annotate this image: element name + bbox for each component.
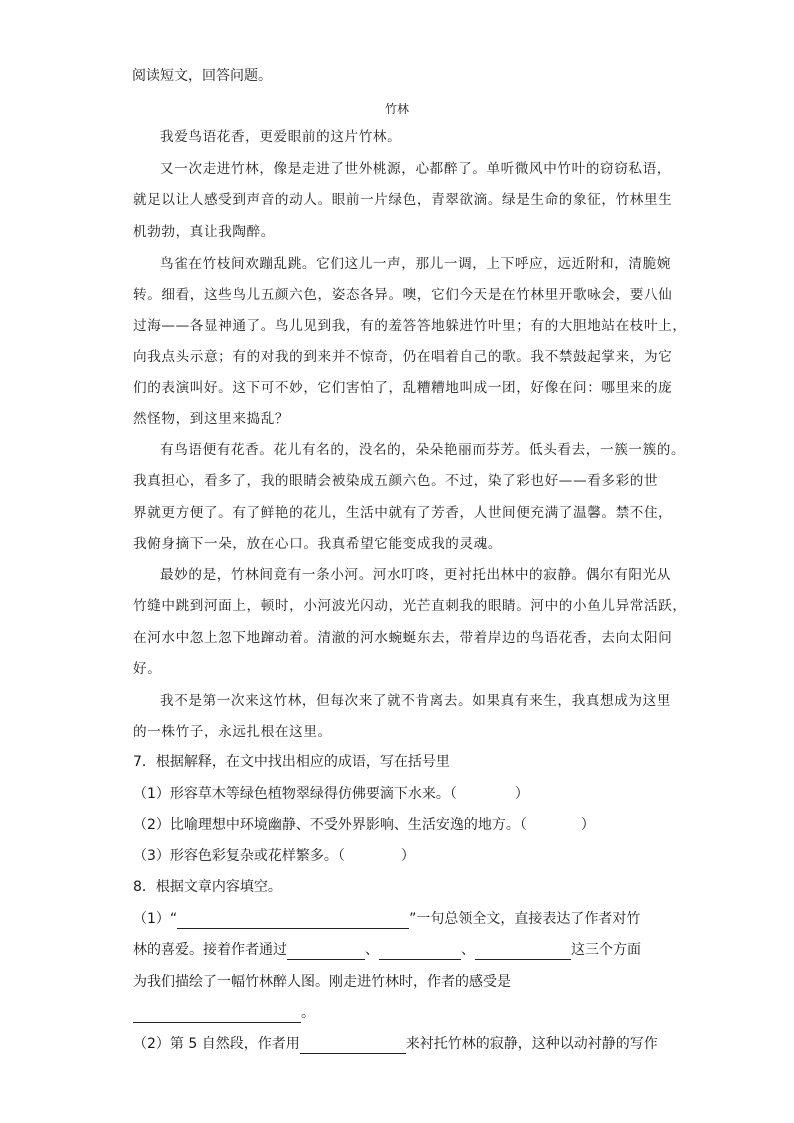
question-8-line-1 bbox=[133, 909, 733, 929]
fill-blank-aspect-3[interactable] bbox=[475, 942, 571, 960]
passage-line: 过海——各显神通了。鸟儿见到我，有的羞答答地躲进竹叶里；有的大胆地站在枝叶上， bbox=[133, 318, 687, 334]
closing-bracket: ） bbox=[400, 848, 415, 864]
question-item-text: （2）比喻理想中环境幽静、不受外界影响、生活安逸的地方。（ bbox=[133, 817, 527, 833]
question-text: 、 bbox=[461, 942, 475, 958]
passage-line: 我不是第一次来这竹林，但每次来了就不肯离去。如果真有来生，我真想成为这里 bbox=[160, 693, 671, 709]
question-text: 、 bbox=[365, 942, 379, 958]
passage-line: 我爱鸟语花香，更爱眼前的这片竹林。 bbox=[160, 129, 402, 145]
question-text: 。 bbox=[301, 1005, 315, 1021]
fill-blank-contrast-element[interactable] bbox=[300, 1036, 406, 1054]
passage-line: 好。 bbox=[133, 661, 162, 677]
question-text: （2）第 5 自然段，作者用 bbox=[133, 1036, 300, 1052]
question-8-line-5 bbox=[133, 1034, 733, 1054]
fill-blank-feeling[interactable] bbox=[133, 1005, 301, 1023]
passage-line: 有鸟语便有花香。花儿有名的，没名的，朵朵艳丽而芬芳。低头看去，一簇一簇的。 bbox=[160, 442, 686, 458]
passage-line: 们的表演叫好。这下可不妙，它们害怕了，乱糟糟地叫成一团，好像在问：哪里来的庞 bbox=[133, 380, 673, 396]
question-item-text: （3）形容色彩复杂或花样繁多。（ bbox=[133, 848, 345, 864]
question-7-item-3 bbox=[133, 846, 733, 866]
passage-line: 我俯身摘下一朵，放在心口。我真希望它能变成我的灵魂。 bbox=[133, 536, 503, 552]
question-8-stem: 8．根据文章内容填空。 bbox=[133, 879, 282, 895]
passage-line: 机勃勃，真让我陶醉。 bbox=[133, 224, 275, 240]
fill-blank-summary-sentence[interactable] bbox=[177, 911, 409, 929]
passage-line: 就足以让人感受到声音的动人。眼前一片绿色，青翠欲滴。绿是生命的象征，竹林里生 bbox=[133, 192, 673, 208]
passage-line: 在河水中忽上忽下地蹿动着。清澈的河水蜿蜒东去，带着岸边的鸟语花香，去向太阳问 bbox=[133, 630, 673, 646]
passage-title: 竹林 bbox=[384, 102, 409, 116]
reading-instruction: 阅读短文，回答问题。 bbox=[132, 68, 272, 84]
question-8-line-2 bbox=[133, 940, 733, 960]
question-8-line-4 bbox=[133, 1003, 733, 1023]
passage-line: 我真担心，看多了，我的眼睛会被染成五颜六色。不过，染了彩也好——看多彩的世 bbox=[133, 473, 659, 489]
question-7-item-2 bbox=[133, 815, 733, 835]
closing-bracket: ） bbox=[580, 817, 595, 833]
fill-blank-aspect-2[interactable] bbox=[379, 942, 461, 960]
fill-blank-aspect-1[interactable] bbox=[287, 942, 365, 960]
question-text: 来衬托竹林的寂静，这种以动衬静的写作 bbox=[405, 1036, 658, 1052]
passage-line: 鸟雀在竹枝间欢蹦乱跳。它们这儿一声，那儿一调，上下呼应，远近附和，清脆婉 bbox=[160, 256, 671, 272]
question-7-stem: 7．根据解释，在文中找出相应的成语，写在括号里 bbox=[133, 754, 450, 770]
question-text: 这三个方面 bbox=[571, 942, 641, 958]
passage-line: 的一株竹子，永远扎根在这里。 bbox=[133, 724, 332, 740]
question-8-line-3: 为我们描绘了一幅竹林醉人图。刚走进竹林时，作者的感受是 bbox=[133, 974, 511, 990]
passage-line: 向我点头示意；有的对我的到来并不惊奇，仍在唱着自己的歌。我不禁鼓起掌来，为它 bbox=[133, 349, 673, 365]
passage-line: 最妙的是，竹林间竟有一条小河。河水叮咚，更衬托出林中的寂静。偶尔有阳光从 bbox=[160, 567, 671, 583]
question-7-item-1 bbox=[133, 784, 733, 804]
question-text: （1）“ bbox=[133, 911, 178, 927]
question-item-text: （1）形容草木等绿色植物翠绿得仿佛要滴下水来。（ bbox=[133, 786, 457, 802]
passage-line: 竹缝中跳到河面上，顿时，小河波光闪动，光芒直刺我的眼睛。河中的小鱼儿异常活跃， bbox=[133, 598, 687, 614]
passage-line: 界就更方便了。有了鲜艳的花儿，生活中就有了芳香，人世间便充满了温馨。禁不住， bbox=[133, 505, 673, 521]
question-text: 林的喜爱。接着作者通过 bbox=[133, 942, 287, 958]
closing-bracket: ） bbox=[514, 786, 529, 802]
question-text: ”一句总领全文，直接表达了作者对竹 bbox=[409, 911, 641, 927]
passage-line: 转。细看，这些鸟儿五颜六色，姿态各异。噢，它们今天是在竹林里开歌咏会，要八仙 bbox=[133, 287, 673, 303]
passage-line: 又一次走进竹林，像是走进了世外桃源，心都醉了。单听微风中竹叶的窃窃私语， bbox=[160, 161, 671, 177]
passage-line: 然怪物，到这里来捣乱？ bbox=[133, 411, 290, 427]
